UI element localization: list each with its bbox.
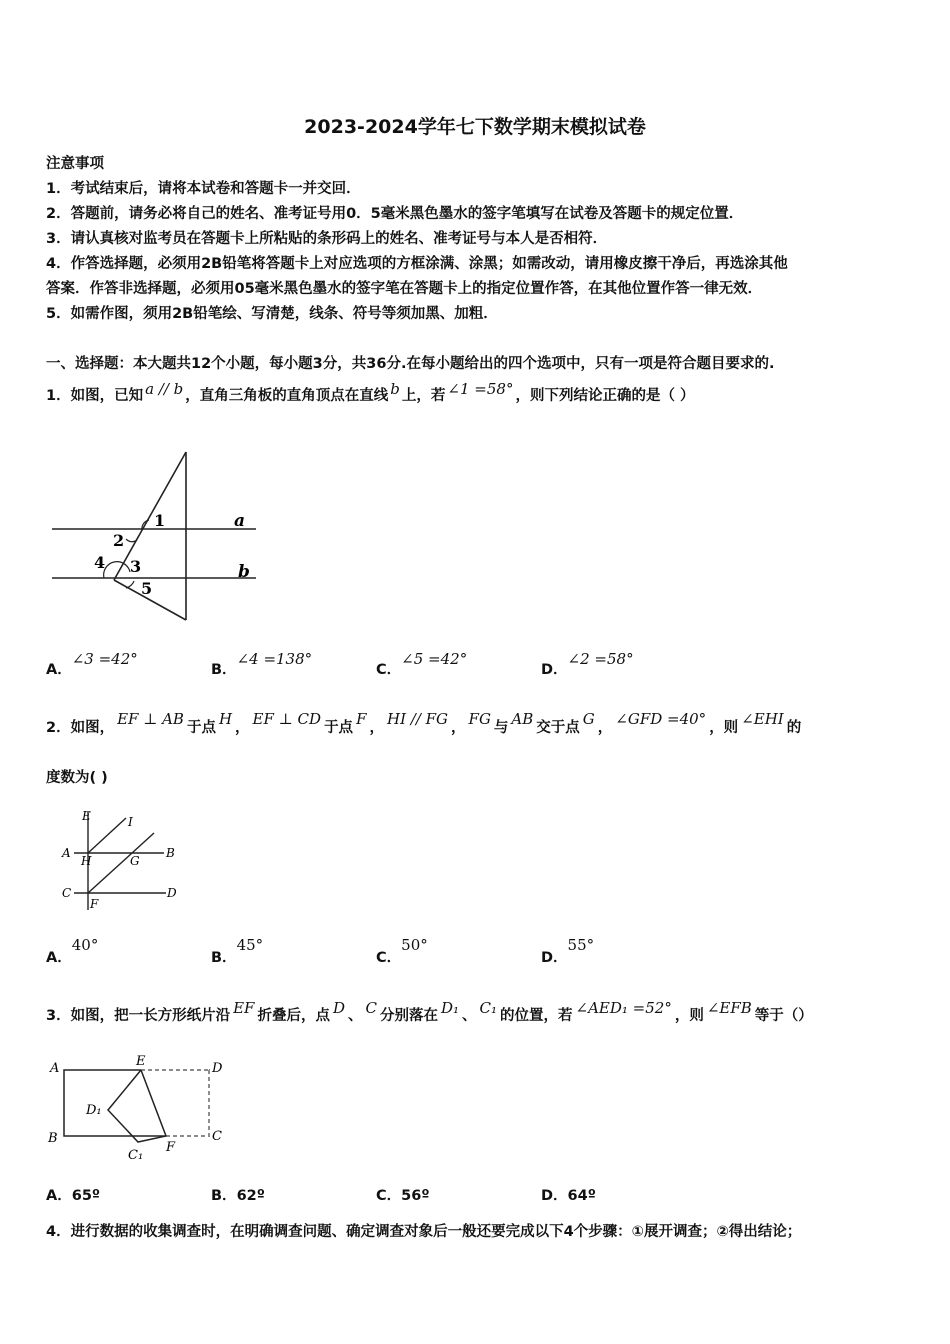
label-D: D bbox=[212, 1061, 223, 1076]
q1-math-b: b bbox=[390, 380, 400, 398]
note-2: 2．答题前，请务必将自己的姓名、准考证号用0．5毫米黑色墨水的签字笔填写在试卷及答题卡的规定位置． bbox=[46, 206, 744, 222]
q3-figure bbox=[46, 1052, 246, 1167]
label-D: D bbox=[167, 886, 177, 900]
q1-option-d[interactable]: D．∠2 =58° bbox=[541, 650, 634, 678]
q2-stem-line2: 度数为( ) bbox=[46, 770, 108, 786]
q1-text: 1．如图，已知 bbox=[46, 388, 144, 404]
q3-option-a[interactable]: A．65º bbox=[46, 1188, 101, 1204]
label-C: C bbox=[212, 1129, 222, 1144]
q1-text: ，直角三角板的直角顶点在直线 bbox=[185, 388, 389, 404]
q2-option-b[interactable]: B．45° bbox=[211, 936, 264, 966]
q2-math: ∠EHI bbox=[741, 710, 784, 728]
note-1: 1．考试结束后，请将本试卷和答题卡一并交回． bbox=[46, 181, 361, 197]
label-3: 3 bbox=[130, 557, 142, 576]
q3-stem: 3．如图，把一长方形纸片沿 EF 折叠后，点 D 、 C 分别落在 D₁ 、 C₁ 的位置，若 ∠AED₁ =52° ，则 ∠EFB 等于（） bbox=[46, 999, 813, 1024]
q3-math: C₁ bbox=[479, 999, 498, 1017]
q2-math: FG bbox=[468, 710, 491, 728]
label-D1: D₁ bbox=[86, 1103, 102, 1118]
q2-math: F bbox=[356, 710, 367, 728]
line-hi bbox=[88, 818, 126, 853]
label-F: F bbox=[90, 897, 99, 911]
label-a: a bbox=[234, 511, 246, 531]
q2-math: EF ⊥ CD bbox=[252, 710, 322, 728]
label-I: I bbox=[128, 815, 133, 829]
q2-option-c[interactable]: C．50° bbox=[376, 936, 428, 966]
q1-stem bbox=[46, 380, 695, 405]
q2-math: HI // FG bbox=[386, 710, 449, 728]
label-C1: C₁ bbox=[128, 1148, 144, 1163]
q3-option-c[interactable]: C．56º bbox=[376, 1188, 430, 1204]
q2-stem: 2．如图， EF ⊥ AB 于点 H ， EF ⊥ CD 于点 F ， HI // FG ， FG 与 AB 交于点 G ， ∠GFD =40° ，则 ∠EHI 的 bbox=[46, 710, 802, 736]
label-B: B bbox=[166, 846, 175, 860]
notes-heading: 注意事项 bbox=[46, 156, 104, 172]
label-A: A bbox=[50, 1061, 60, 1076]
label-2: 2 bbox=[113, 531, 125, 550]
label-C: C bbox=[62, 886, 72, 900]
q4-stem: 4．进行数据的收集调查时，在明确调查问题、确定调查对象后一般还要完成以下4个步骤：①展开调查；②得出结论； bbox=[46, 1224, 802, 1240]
note-5: 5．如需作图，须用2B铅笔绘、写清楚，线条、符号等须加黑、加粗． bbox=[46, 306, 498, 322]
q1-math-angle: ∠1 =58° bbox=[447, 380, 514, 398]
section-heading: 一、选择题：本大题共12个小题，每小题3分，共36分.在每小题给出的四个选项中，只有一项是符合题目要求的. bbox=[46, 356, 775, 372]
angle-2-arc bbox=[126, 539, 137, 542]
q1-option-b[interactable]: B．∠4 =138° bbox=[211, 650, 313, 678]
q1-text: ，则下列结论正确的是（ ） bbox=[515, 388, 695, 404]
label-G: G bbox=[130, 854, 140, 868]
q2-option-a[interactable]: A．40° bbox=[46, 936, 99, 966]
q2-math: H bbox=[218, 710, 233, 728]
note-3: 3．请认真核对监考员在答题卡上所粘贴的条形码上的姓名、准考证号与本人是否相符． bbox=[46, 231, 608, 247]
line-fg bbox=[88, 833, 154, 893]
note-4-line1: 4．作答选择题，必须用2B铅笔将答题卡上对应选项的方框涂满、涂黑；如需改动，请用橡皮擦干净后，再选涂其他 bbox=[46, 256, 788, 272]
q3-option-d[interactable]: D．64º bbox=[541, 1188, 596, 1204]
q3-math: ∠AED₁ =52° bbox=[575, 999, 672, 1017]
triangle-hypotenuse bbox=[114, 452, 186, 580]
q2-math: G bbox=[582, 710, 595, 728]
q3-math: EF bbox=[233, 999, 255, 1017]
label-E: E bbox=[82, 809, 91, 823]
q3-math: D bbox=[332, 999, 345, 1017]
q2-math: EF ⊥ AB bbox=[117, 710, 184, 728]
note-4-line2: 答案．作答非选择题，必须用05毫米黑色墨水的签字笔在答题卡上的指定位置作答，在其他位置作答一律无效． bbox=[46, 281, 763, 297]
label-4: 4 bbox=[94, 553, 106, 572]
label-H: H bbox=[81, 854, 92, 868]
label-F: F bbox=[166, 1140, 176, 1155]
page-title: 2023-2024学年七下数学期末模拟试卷 bbox=[304, 116, 646, 138]
q1-option-c[interactable]: C．∠5 =42° bbox=[376, 650, 468, 678]
label-B: B bbox=[48, 1131, 58, 1146]
label-A: A bbox=[62, 846, 71, 860]
folded-part bbox=[108, 1070, 166, 1142]
q1-text: 上，若 bbox=[401, 388, 446, 404]
q2-math: AB bbox=[511, 710, 534, 728]
q1-math-parallel: a // b bbox=[145, 380, 184, 398]
label-1: 1 bbox=[154, 511, 166, 530]
q2-math: ∠GFD =40° bbox=[615, 710, 707, 728]
q3-math: C bbox=[365, 999, 377, 1017]
q2-option-d[interactable]: D．55° bbox=[541, 936, 595, 966]
q1-option-a[interactable]: A．∠3 =42° bbox=[46, 650, 138, 678]
q1-figure bbox=[46, 440, 286, 630]
label-E: E bbox=[136, 1054, 146, 1069]
label-5: 5 bbox=[141, 579, 153, 598]
q3-math: D₁ bbox=[440, 999, 460, 1017]
q3-option-b[interactable]: B．62º bbox=[211, 1188, 265, 1204]
q3-math: ∠EFB bbox=[706, 999, 752, 1017]
q2-figure bbox=[46, 800, 196, 920]
label-b: b bbox=[238, 562, 250, 582]
